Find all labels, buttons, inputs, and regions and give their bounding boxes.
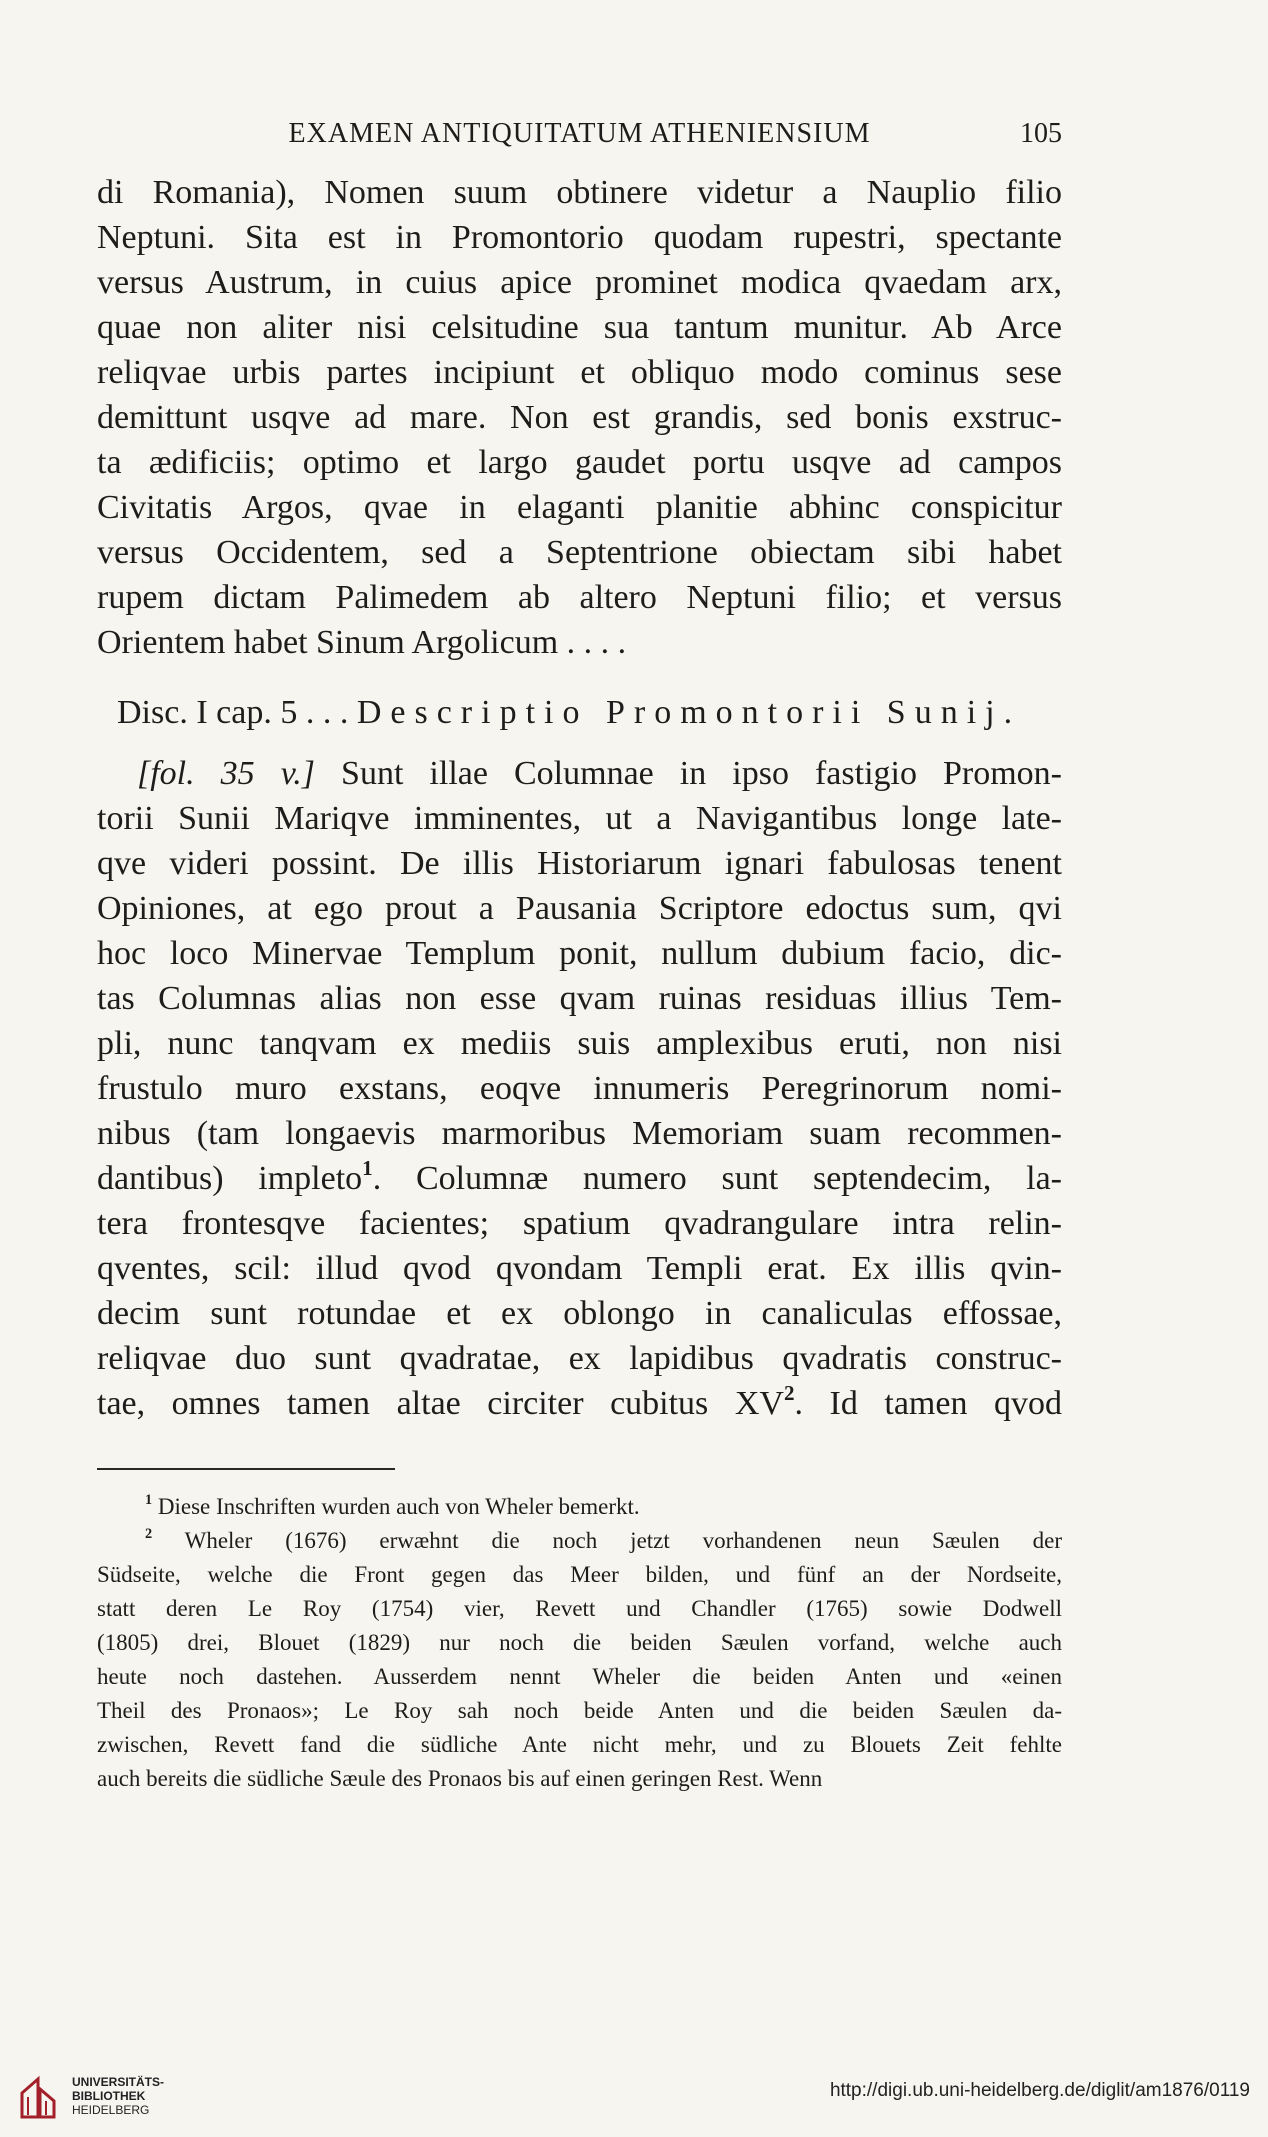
text-line: quae non aliter nisi celsitudine sua tantum munitur. Ab Arce <box>97 309 1062 346</box>
text-line: rupem dictam Palimedem ab altero Neptuni filio; et versus <box>97 579 1062 616</box>
footnote-line: zwischen, Revett fand die südliche Ante nicht mehr, und zu Blouets Zeit fehlte <box>97 1732 1062 1757</box>
text-line: Civitatis Argos, qvae in elaganti planitie abhinc conspicitur <box>97 489 1062 526</box>
text-line: Opiniones, at ego prout a Pausania Scriptore edoctus sum, qvi <box>97 890 1062 927</box>
library-logo-icon <box>18 2075 58 2119</box>
text-line: ta ædificiis; optimo et largo gaudet portu usqve ad campos <box>97 444 1062 481</box>
footnote-ref-2[interactable]: 2 <box>783 1380 795 1405</box>
footnote-rule <box>97 1468 395 1470</box>
footer <box>0 2075 1268 2137</box>
text-line: Neptuni. Sita est in Promontorio quodam rupestri, spectante <box>97 219 1062 256</box>
text-line: frustulo muro exstans, eoqve innumeris Peregrinorum nomi- <box>97 1070 1062 1107</box>
footnote-line: Theil des Pronaos»; Le Roy sah noch beide Anten und die beiden Sæulen da- <box>97 1698 1062 1723</box>
footnotes <box>97 1490 1062 1796</box>
text-line: nibus (tam longaevis marmoribus Memoriam suam recommen- <box>97 1115 1062 1152</box>
text-line: reliqvae urbis partes incipiunt et obliquo modo cominus sese <box>97 354 1062 391</box>
text-line: versus Occidentem, sed a Septentrione obiectam sibi habet <box>97 534 1062 571</box>
footnote-line: auch bereits die südliche Sæule des Pronaos bis auf einen geringen Rest. Wenn <box>97 1766 823 1791</box>
text-line: qventes, scil: illud qvod qvondam Templi erat. Ex illis qvin- <box>97 1250 1062 1287</box>
text-line: pli, nunc tanqvam ex mediis suis amplexibus eruti, non nisi <box>97 1025 1062 1062</box>
text-line: Orientem habet Sinum Argolicum . . . . <box>97 624 627 661</box>
text-line: [fol. 35 v.] Sunt illae Columnae in ipso fastigio Promon- <box>137 755 1062 792</box>
text-line: tera frontesqve facientes; spatium qvadrangulare intra relin- <box>97 1205 1062 1242</box>
footnote-1: $^1$ Diese Inschriften wurden auch von Wheler bemerkt. <box>145 1491 640 1519</box>
running-title: EXAMEN ANTIQUITATUM ATHENIENSIUM <box>288 118 871 149</box>
body-text <box>97 170 1062 1426</box>
text-line: torii Sunii Mariqve imminentes, ut a Navigantibus longe late- <box>97 800 1062 837</box>
section-heading <box>97 681 1062 745</box>
footnote-line: heute noch dastehen. Ausserdem nennt Wheler die beiden Anten und «einen <box>97 1664 1062 1689</box>
text-line: demittunt usqve ad mare. Non est grandis, sed bonis exstruc- <box>97 399 1062 436</box>
footnote-marker: 2 <box>145 1525 153 1542</box>
text-line: reliqvae duo sunt qvadratae, ex lapidibus qvadratis construc- <box>97 1340 1062 1377</box>
footnote-line: statt deren Le Roy (1754) vier, Revett und Chandler (1765) sowie Dodwell <box>97 1596 1062 1621</box>
footnote-line: Südseite, welche die Front gegen das Meer bilden, und fünf an der Nordseite, <box>97 1562 1062 1587</box>
section-heading-prefix: Disc. I cap. 5 . . . <box>117 694 349 731</box>
text-line: decim sunt rotundae et ex oblongo in canaliculas effossae, <box>97 1295 1062 1332</box>
footnote-2: $^2$ Wheler (1676) erwæhnt die noch jetzt vorhandenen neun Sæulen der <box>145 1525 1062 1553</box>
library-name: UNIVERSITÄTS- BIBLIOTHEK HEIDELBERG <box>72 2075 165 2117</box>
text-line: hoc loco Minervae Templum ponit, nullum dubium facio, dic- <box>97 935 1062 972</box>
footnote-line: (1805) drei, Blouet (1829) nur noch die beiden Sæulen vorfand, welche auch <box>97 1630 1062 1655</box>
text-line: qve videri possint. De illis Historiarum ignari fabulosas tenent <box>97 845 1062 882</box>
running-head <box>97 118 1062 158</box>
text-line: versus Austrum, in cuius apice prominet modica qvaedam arx, <box>97 264 1062 301</box>
source-url-link[interactable]: http://digi.ub.uni-heidelberg.de/diglit/am1876/0119 <box>829 2080 1250 2101</box>
footnote-marker: 1 <box>145 1491 153 1508</box>
text-line: tae, omnes tamen altae circiter cubitus $XV^2$. Id tamen qvod <box>97 1380 1062 1422</box>
section-heading-title: Descriptio Promontorii Sunij. <box>356 694 1022 731</box>
text-line: tas Columnas alias non esse qvam ruinas residuas illius Tem- <box>97 980 1062 1017</box>
folio-reference: [fol. 35 v.] <box>137 755 315 792</box>
text-line: dantibus) impleto$^1$. Columnæ numero sunt septendecim, la- <box>97 1155 1062 1197</box>
footnote-ref-1[interactable]: 1 <box>362 1155 373 1180</box>
page-number: 105 <box>1020 118 1062 149</box>
text-line: di Romania), Nomen suum obtinere videtur a Nauplio filio <box>97 174 1062 211</box>
